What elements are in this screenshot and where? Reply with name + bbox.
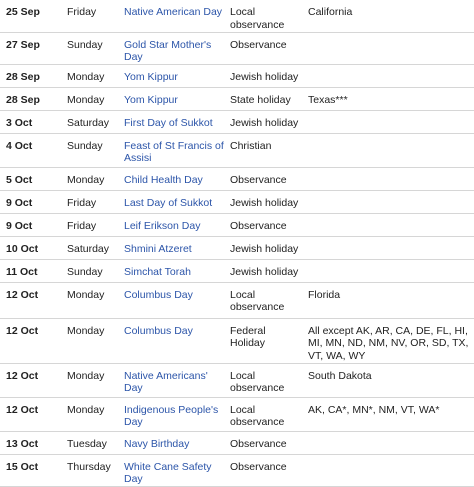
holiday-weekday: Friday [64,213,121,236]
holiday-type: Local observance [227,282,305,318]
holiday-date: 12 Oct [0,318,64,363]
table-row [0,32,474,64]
holiday-date: 10 Oct [0,236,64,259]
holiday-date: 5 Oct [0,167,64,190]
table-row [0,236,474,259]
table-row [0,259,474,282]
holiday-date: 3 Oct [0,110,64,133]
holiday-locations [305,431,474,454]
holiday-date: 25 Sep [0,0,64,32]
holiday-weekday: Sunday [64,133,121,167]
holiday-locations [305,259,474,282]
table-row [0,318,474,363]
holiday-type: Federal Holiday [227,318,305,363]
holiday-date: 27 Sep [0,32,64,64]
holiday-name-link[interactable]: Columbus Day [124,288,193,301]
holiday-locations [305,213,474,236]
holiday-date: 9 Oct [0,213,64,236]
holiday-name-cell [121,236,227,259]
holiday-weekday: Saturday [64,236,121,259]
holiday-type: Observance [227,213,305,236]
holiday-locations [305,64,474,87]
holiday-weekday: Monday [64,64,121,87]
holiday-date: 12 Oct [0,397,64,431]
holiday-weekday: Thursday [64,454,121,486]
holiday-weekday: Monday [64,363,121,397]
holiday-locations [305,236,474,259]
holiday-name-cell [121,397,227,431]
holiday-date: 15 Oct [0,454,64,486]
table-row [0,282,474,318]
holiday-name-cell [121,363,227,397]
table-row [0,363,474,397]
holiday-type: Christian [227,133,305,167]
holiday-locations [305,167,474,190]
holiday-name-link[interactable]: Native American Day [124,6,223,18]
holiday-date: 12 Oct [0,282,64,318]
holiday-name-cell [121,190,227,213]
holiday-type: Jewish holiday [227,259,305,282]
holiday-weekday: Monday [64,282,121,318]
holiday-name-cell [121,454,227,486]
holiday-type: Jewish holiday [227,64,305,87]
holiday-locations: California [305,0,474,32]
holiday-date: 11 Oct [0,259,64,282]
table-row [0,64,474,87]
holiday-name-link[interactable]: Last Day of Sukkot [124,196,213,209]
holiday-weekday: Monday [64,318,121,363]
holiday-type: Observance [227,431,305,454]
holiday-name-link[interactable]: Shmini Atzeret [124,242,192,255]
holiday-locations [305,133,474,167]
holiday-name-cell [121,87,227,110]
holiday-locations: All except AK, AR, CA, DE, FL, HI, MI, MN, ND, NM, NV, OR, SD, TX, VT, WA, WY [305,318,474,363]
holiday-type: Observance [227,454,305,486]
holiday-date: 13 Oct [0,431,64,454]
holiday-name-link[interactable]: Navy Birthday [124,437,190,450]
holiday-type: State holiday [227,87,305,110]
holiday-name-cell [121,0,227,32]
holiday-date: 4 Oct [0,133,64,167]
holiday-locations: South Dakota [305,363,474,397]
holiday-name-cell [121,282,227,318]
holiday-locations: Texas*** [305,87,474,110]
holiday-name-link[interactable]: Gold Star Mother's Day [124,38,212,63]
table-row [0,0,474,32]
holiday-type: Local observance [227,0,305,32]
holiday-name-link[interactable]: Leif Erikson Day [124,219,201,232]
table-row [0,431,474,454]
holiday-name-cell [121,64,227,87]
holiday-name-link[interactable]: Yom Kippur [124,70,178,83]
holiday-name-cell [121,110,227,133]
table-row [0,454,474,486]
holiday-locations [305,32,474,64]
table-row [0,213,474,236]
holiday-type: Jewish holiday [227,190,305,213]
holiday-name-cell [121,133,227,167]
holiday-name-cell [121,318,227,363]
holiday-weekday: Monday [64,397,121,431]
holiday-name-cell [121,167,227,190]
holiday-name-cell [121,431,227,454]
holiday-name-link[interactable]: Simchat Torah [124,265,191,278]
table-row [0,110,474,133]
holiday-name-link[interactable]: Feast of St Francis of Assisi [124,139,224,164]
holiday-type: Observance [227,32,305,64]
holiday-date: 28 Sep [0,87,64,110]
holiday-weekday: Tuesday [64,431,121,454]
table-row [0,167,474,190]
table-row [0,397,474,431]
holiday-name-cell [121,213,227,236]
table-row [0,133,474,167]
holiday-type: Jewish holiday [227,110,305,133]
table-row [0,87,474,110]
holiday-date: 12 Oct [0,363,64,397]
holiday-date: 28 Sep [0,64,64,87]
holiday-name-cell [121,259,227,282]
holiday-type: Observance [227,167,305,190]
holiday-locations: Florida [305,282,474,318]
holiday-name-cell [121,32,227,64]
holiday-locations: AK, CA*, MN*, NM, VT, WA* [305,397,474,431]
holiday-weekday: Monday [64,87,121,110]
holiday-locations [305,454,474,486]
holiday-name-link[interactable]: White Cane Safety Day [124,460,212,485]
holiday-weekday: Sunday [64,32,121,64]
holiday-weekday: Saturday [64,110,121,133]
holiday-weekday: Monday [64,167,121,190]
holiday-name-link[interactable]: Native Americans' Day [124,369,208,394]
holiday-name-link[interactable]: Columbus Day [124,324,193,337]
holiday-locations [305,110,474,133]
holiday-weekday: Friday [64,0,121,32]
holiday-type: Local observance [227,363,305,397]
holiday-name-link[interactable]: Indigenous People's Day [124,403,219,428]
table-row [0,190,474,213]
holiday-name-link[interactable]: Yom Kippur [124,93,178,106]
holiday-type: Local observance [227,397,305,431]
holiday-locations [305,190,474,213]
holiday-name-link[interactable]: Child Health Day [124,173,203,186]
holiday-date: 9 Oct [0,190,64,213]
holiday-name-link[interactable]: First Day of Sukkot [124,116,213,129]
holiday-type: Jewish holiday [227,236,305,259]
holiday-weekday: Friday [64,190,121,213]
holiday-weekday: Sunday [64,259,121,282]
